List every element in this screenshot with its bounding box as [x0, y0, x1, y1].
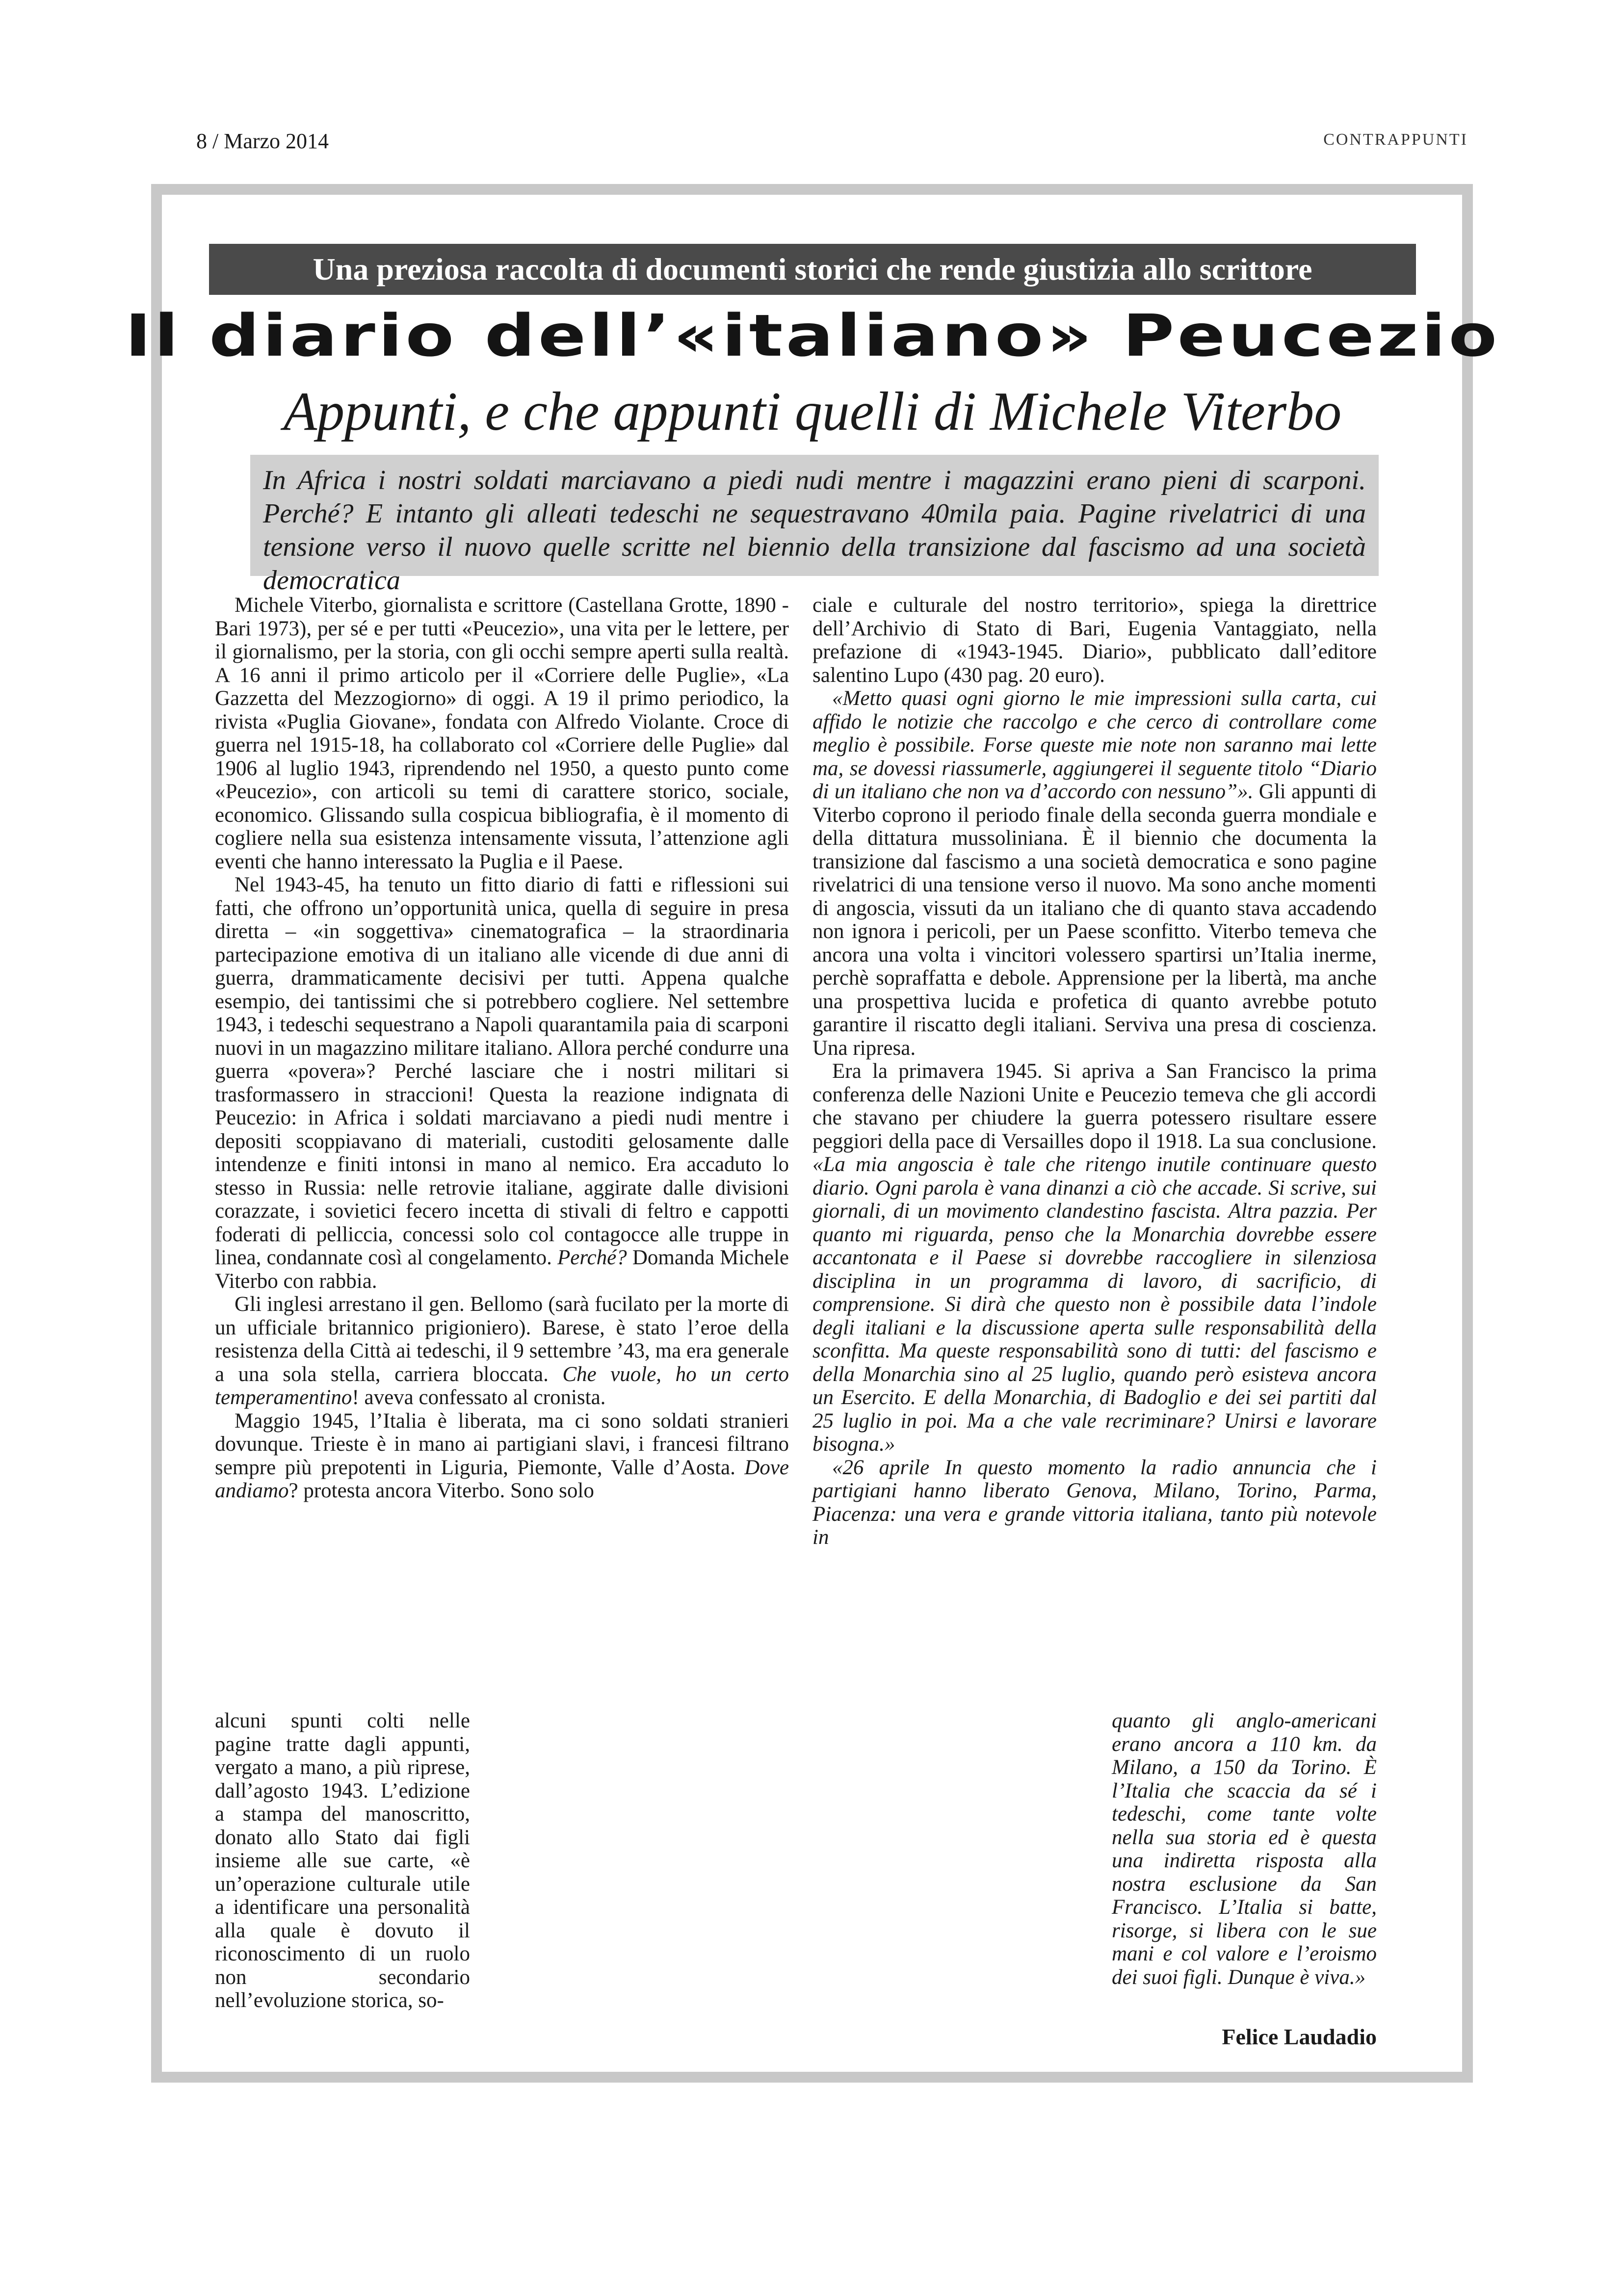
right-column — [812, 594, 1377, 1549]
author-byline: Felice Laudadio — [1222, 2024, 1377, 2049]
left-continuation-text: alcuni spunti colti nelle pagine tratte dagli appunti, vergato a mano, a più riprese, dall’agosto 1943. L’edizione a stampa del manoscritto, donato allo Stato dai figli insieme alle sue carte, «è un’operazione culturale utile a identificare una personalità alla quale è dovuto il riconoscimento di un ruolo non secondario nell’evoluzione storica, so- — [215, 1709, 470, 2012]
right-paragraph-1: ciale e culturale del nostro territorio», spiega la direttrice dell’Archivio di Stato di Bari, Eugenia Vantaggiato, nella prefazione di «1943-1945. Diario», pubblicato dall’editore salentino Lupo (430 pag. 20 euro). — [812, 594, 1377, 687]
article-subhead: Appunti, e che appunti quelli di Michele Viterbo — [283, 381, 1342, 442]
page-date: 8 / Marzo 2014 — [196, 129, 329, 153]
article-summary: In Africa i nostri soldati marciavano a piedi nudi mentre i magazzini erano pieni di scarponi. Perché? E intanto gli alleati tedeschi ne sequestravano 40mila paia. Pagine rivelatrici di una tensione verso il nuovo quelle scritte nel biennio della transizione dal fascismo ad una società democratica — [250, 455, 1379, 576]
right-paragraph-3: Era la primavera 1945. Si apriva a San Francisco la prima conferenza delle Nazioni Unite e Peucezio temeva che gli accordi che stavano per chiudere la guerra potessero risultare essere peggiori della pace di Versailles dopo il 1918. La sua conclusione. «La mia angoscia è tale che ritengo inutile continuare questo diario. Ogni parola è vana dinanzi a ciò che accade. Si scrive, sui giornali, di un movimento clandestino fascista. Altra pazzia. Per quanto mi riguarda, penso che la Monarchia dovrebbe essere accantonata e il Paese si dovrebbe raccogliere in silenziosa disciplina in un programma di lavoro, di sacrificio, di comprensione. Si dirà che questo non è possibile data l’indole degli italiani e la discussione aperta sulle responsabilità della sconfitta. Ma queste responsabilità sono di tutti: del fascismo e della Monarchia sino al 25 luglio, quando però esisteva ancora un Esercito. E della Monarchia, di Badoglio e dei sei partiti dal 25 luglio in poi. Ma a che vale recriminare? Unirsi e lavorare bisogna.» — [812, 1060, 1377, 1456]
running-head — [196, 129, 1468, 158]
right-paragraph-2: «Metto quasi ogni giorno le mie impressioni sulla carta, cui affido le notizie che raccolgo e che cerco di controllare come meglio è possibile. Forse queste mie note non saranno mai lette ma, se dovessi riassumerle, aggiungerei il seguente titolo “Diario di un italiano che non va d’accordo con nessuno”». Gli appunti di Viterbo coprono il periodo finale della seconda guerra mondiale e della dittatura mussoliniana. È il biennio che documenta la transizione dal fascismo a una società democratica e sono pagine rivelatrici di una tensione verso il nuovo. Ma sono anche momenti di angoscia, vissuti da un italiano che di quanto stava accadendo non ignora i pericoli, per un Paese sconfitto. Viterbo temeva che ancora una volta i vincitori volessero spartirsi un’Italia inerme, perchè sopraffatta e debole. Apprensione per la libertà, ma anche una prospettiva lucida e profetica di quanto avrebbe potuto garantire il riscatto degli italiani. Serviva una presa di coscienza. Una ripresa. — [812, 687, 1377, 1060]
right-column-continuation — [1112, 1709, 1377, 1989]
left-paragraph-4: Maggio 1945, l’Italia è liberata, ma ci sono soldati stranieri dovunque. Trieste è in mano ai partigiani slavi, i francesi filtrano sempre più prepotenti in Liguria, Piemonte, Valle d’Aosta. Dove andiamo? protesta ancora Viterbo. Sono solo — [215, 1409, 789, 1502]
publication-name: CONTRAPPUNTI — [1323, 130, 1468, 149]
right-continuation-text: quanto gli anglo-americani erano ancora a 110 km. da Milano, a 150 da Torino. È l’Italia che scaccia da sé i tedeschi, come tante volte nella sua storia ed è questa una indiretta risposta alla nostra esclusione da San Francisco. L’Italia si batte, risorge, si libera con le sue mani e col valore e l’eroismo dei suoi figli. Dunque è viva.» — [1112, 1709, 1377, 1989]
left-column-continuation — [215, 1709, 470, 2012]
right-paragraph-4: «26 aprile In questo momento la radio annuncia che i partigiani hanno liberato Genova, Milano, Torino, Parma, Piacenza: una vera e grande vittoria italiana, tanto più notevole in — [812, 1456, 1377, 1549]
article-kicker: Una preziosa raccolta di documenti storici che rende giustizia allo scrittore — [209, 244, 1416, 295]
left-paragraph-3: Gli inglesi arrestano il gen. Bellomo (sarà fucilato per la morte di un ufficiale britannico prigioniero). Barese, è stato l’eroe della resistenza della Città ai tedeschi, il 9 settembre ’43, ma era generale a una sola stella, carriera bloccata. Che vuole, ho un certo temperamentino! aveva confessato al cronista. — [215, 1293, 789, 1409]
article-headline: Il diario dell’«italiano» Peucezio — [125, 302, 1500, 369]
left-column — [215, 594, 789, 1503]
left-paragraph-2: Nel 1943-45, ha tenuto un fitto diario di fatti e riflessioni sui fatti, che offrono un’opportunità unica, quella di seguire in presa diretta – «in soggettiva» cinematografica – la straordinaria partecipazione emotiva di un italiano alle vicende di due anni di guerra, drammaticamente decisivi per tutti. Appena qualche esempio, dei tantissimi che si potrebbero cogliere. Nel settembre 1943, i tedeschi sequestrano a Napoli quarantamila paia di scarponi nuovi in un magazzino militare italiano. Allora perché condurre una guerra «povera»? Perché lasciare che i nostri militari si trasformassero in straccioni! Questa la reazione indignata di Peucezio: in Africa i soldati marciavano a piedi nudi mentre i depositi scoppiavano di materiali, custoditi gelosamente dalle intendenze e finiti intonsi in mano al nemico. Era accaduto lo stesso in Russia: nelle retrovie italiane, aggirate dalle divisioni corazzate, i sovietici fecero incetta di stivali di feltro e cappotti foderati di pelliccia, concessi solo col contagocce alle truppe in linea, condannate così al congelamento. Perché? Domanda Michele Viterbo con rabbia. — [215, 873, 789, 1293]
left-paragraph-1: Michele Viterbo, giornalista e scrittore (Castellana Grotte, 1890 - Bari 1973), per sé e per tutti «Peucezio», una vita per le lettere, per il giornalismo, per la storia, con gli occhi sempre aperti sulla realtà. A 16 anni il primo articolo per il «Corriere delle Puglie», «La Gazzetta del Mezzogiorno» di oggi. A 19 il primo periodico, la rivista «Puglia Giovane», fondata con Alfredo Violante. Croce di guerra nel 1915-18, ha collaborato col «Corriere delle Puglie» dal 1906 al luglio 1943, riprendendo nel 1950, a questo punto come «Peucezio», con articoli su temi di carattere storico, sociale, economico. Glissando sulla cospicua bibliografia, è il momento di cogliere nella sua esistenza intensamente vissuta, l’attenzione agli eventi che hanno interessato la Puglia e il Paese. — [215, 594, 789, 873]
article-frame — [125, 184, 1500, 2083]
